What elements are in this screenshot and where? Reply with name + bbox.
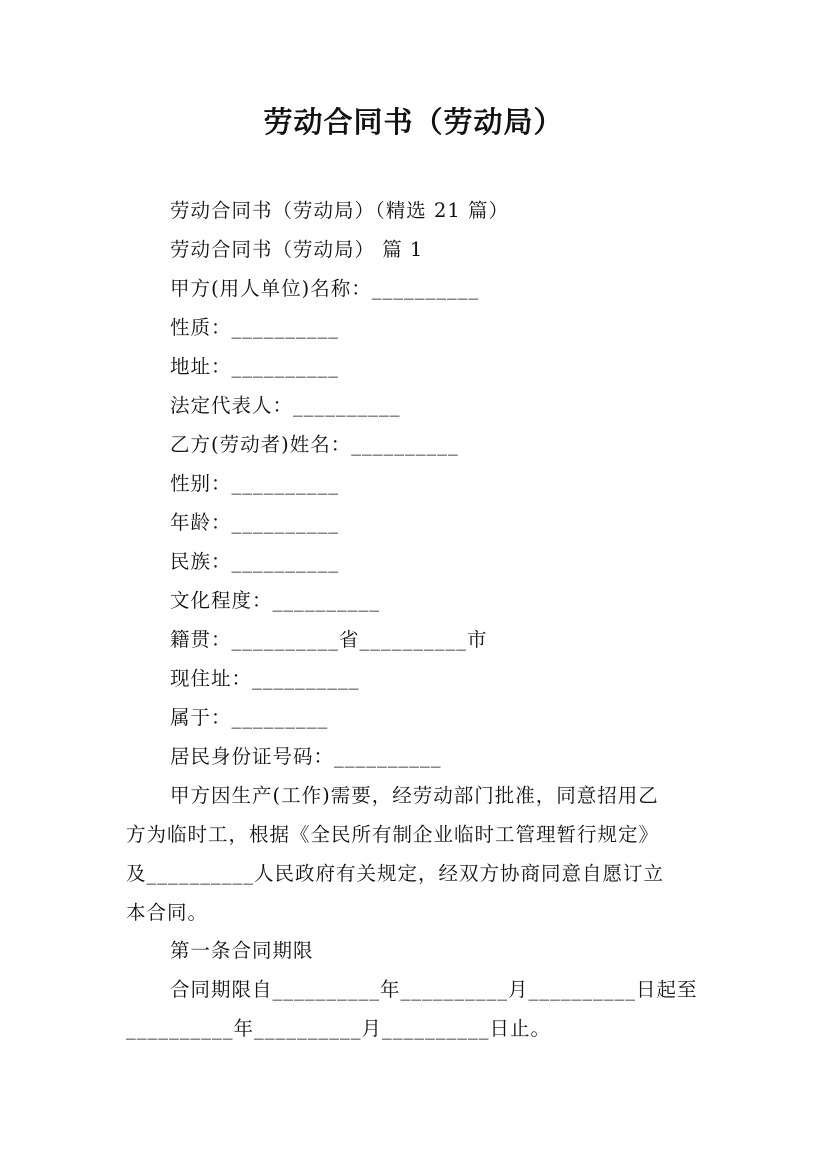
paragraph-line: 甲方因生产(工作)需要，经劳动部门批准，同意招用乙 bbox=[170, 784, 659, 807]
age-field: 年龄：__________ bbox=[170, 511, 340, 534]
doc-subtitle: 劳动合同书（劳动局）（精选 21 篇） bbox=[170, 199, 509, 222]
article-heading: 第一条合同期限 bbox=[170, 939, 314, 962]
paragraph-line: 本合同。 bbox=[126, 901, 209, 924]
id-number-field: 居民身份证号码：__________ bbox=[170, 745, 442, 768]
belongs-to-field: 属于：_________ bbox=[170, 706, 329, 729]
legal-representative-field: 法定代表人：__________ bbox=[170, 394, 401, 417]
nature-field: 性质：__________ bbox=[170, 316, 340, 339]
address-field: 地址：__________ bbox=[170, 355, 340, 378]
gender-field: 性别：__________ bbox=[170, 472, 340, 495]
paragraph-line: 及__________人民政府有关规定，经双方协商同意自愿订立 bbox=[126, 862, 665, 885]
contract-term-line: __________年__________月__________日止。 bbox=[126, 1017, 552, 1040]
document-title: 劳动合同书（劳动局） bbox=[263, 105, 564, 139]
ethnicity-field: 民族：__________ bbox=[170, 550, 340, 573]
current-address-field: 现住址：__________ bbox=[170, 667, 360, 690]
party-b-name-field: 乙方(劳动者)姓名：__________ bbox=[170, 433, 459, 456]
doc-section-heading: 劳动合同书（劳动局） 篇 1 bbox=[170, 238, 424, 261]
native-place-field: 籍贯：__________省__________市 bbox=[170, 628, 488, 651]
education-field: 文化程度：__________ bbox=[170, 589, 381, 612]
contract-term-line: 合同期限自__________年__________月__________日起至 bbox=[170, 978, 698, 1001]
paragraph-line: 方为临时工，根据《全民所有制企业临时工管理暂行规定》 bbox=[126, 823, 660, 846]
party-a-name-field: 甲方(用人单位)名称：__________ bbox=[170, 277, 480, 300]
